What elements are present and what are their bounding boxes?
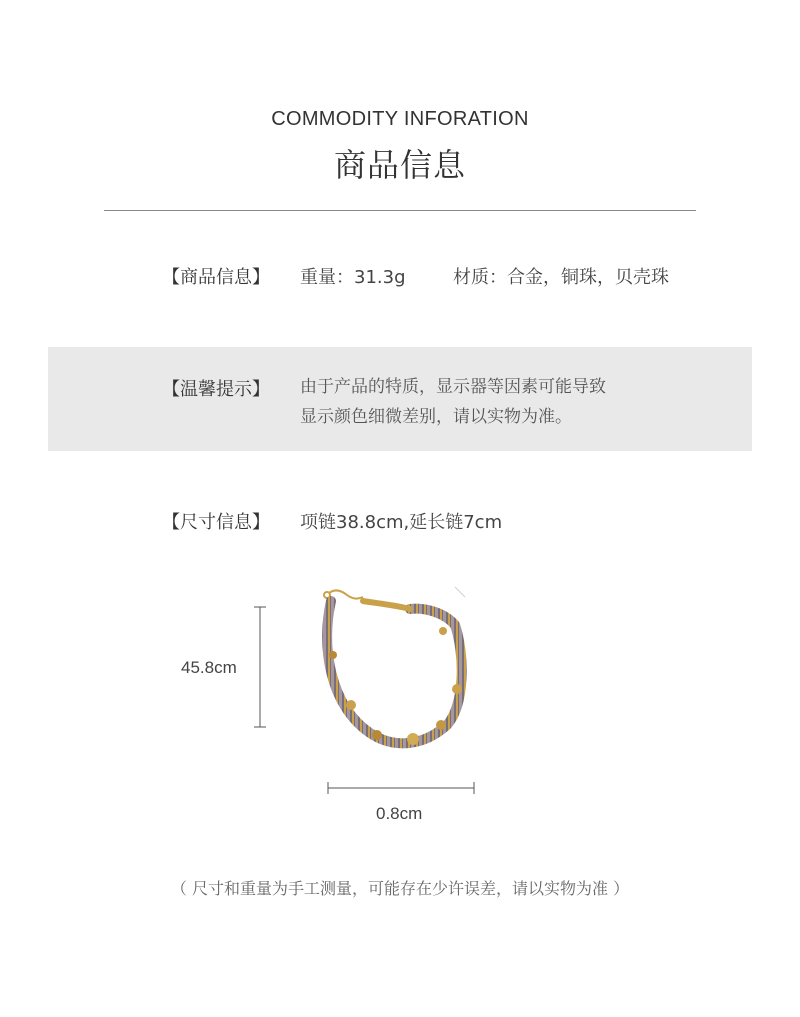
width-dimension-label: 0.8cm bbox=[376, 804, 423, 823]
width-dimension-line bbox=[322, 780, 482, 796]
material-text: 材质：合金，铜珠，贝壳珠 bbox=[453, 267, 669, 288]
tip-label: 【温馨提示】 bbox=[162, 379, 270, 400]
size-info-label: 【尺寸信息】 bbox=[162, 512, 270, 533]
height-dimension-line bbox=[250, 600, 270, 735]
title-english: COMMODITY INFORATION bbox=[271, 108, 529, 130]
tip-line-1: 由于产品的特质，显示器等因素可能导致 bbox=[300, 377, 606, 397]
size-info-text: 项链38.8cm,延长链7cm bbox=[300, 512, 503, 533]
header-divider bbox=[104, 210, 696, 211]
title-chinese: 商品信息 bbox=[333, 146, 466, 184]
height-dimension-label: 45.8cm bbox=[181, 658, 237, 677]
necklace-image bbox=[315, 585, 475, 755]
weight-text: 重量：31.3g bbox=[300, 267, 406, 288]
tip-line-2: 显示颜色细微差别，请以实物为准。 bbox=[300, 407, 572, 427]
measurement-note: （ 尺寸和重量为手工测量，可能存在少许误差，请以实物为准 ） bbox=[170, 879, 630, 898]
product-info-label: 【商品信息】 bbox=[162, 267, 270, 288]
